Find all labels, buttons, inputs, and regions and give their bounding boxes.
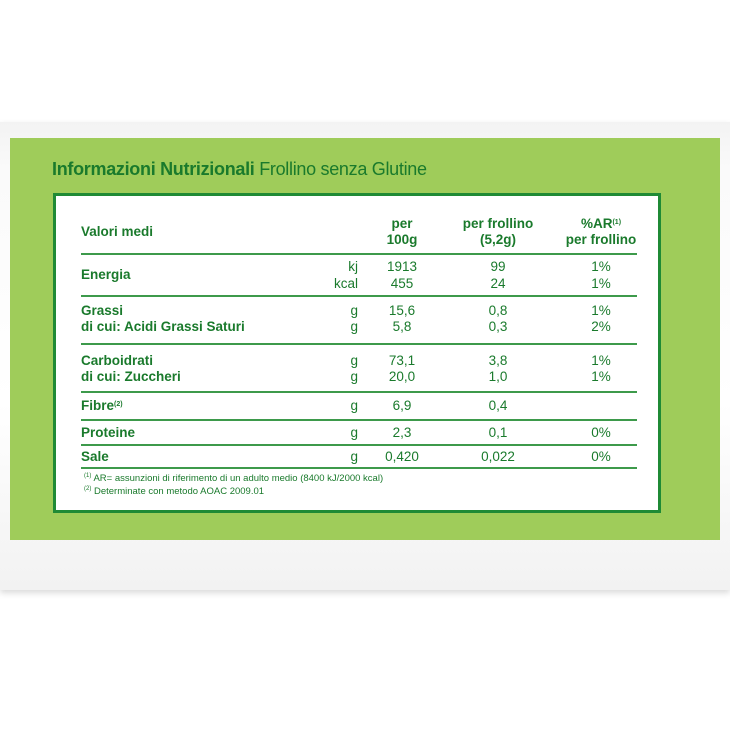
row-separator <box>81 391 637 393</box>
row-energia-per100-kcal: 455 <box>390 276 414 291</box>
header-per100-line1: per <box>391 216 413 231</box>
row-grassi-perpiece: 0,8 <box>488 303 508 318</box>
row-zuccheri-unit: g <box>350 369 358 384</box>
row-zuccheri-label: di cui: Zuccheri <box>81 369 181 384</box>
row-proteine-perpiece: 0,1 <box>488 425 508 440</box>
row-energia-label: Energia <box>81 267 131 282</box>
row-separator <box>81 295 637 297</box>
row-fibre-label <box>81 398 123 414</box>
header-ar-sup: (1) <box>612 219 622 226</box>
row-fibre-perpiece: 0,4 <box>488 398 508 413</box>
footnote-1-mark: (1) <box>84 473 92 479</box>
row-carboidrati-perpiece: 3,8 <box>488 353 508 368</box>
row-carboidrati-unit: g <box>350 353 358 368</box>
row-fibre-unit: g <box>350 398 358 413</box>
row-grassi-label: Grassi <box>81 303 124 318</box>
row-carboidrati-ar: 1% <box>591 353 611 368</box>
footnote-2-text: Determinate con metodo AOAC 2009.01 <box>93 486 265 497</box>
nutrition-table <box>53 193 661 513</box>
footnote-1-text: AR= assunzioni di riferimento di un adulto medio (8400 kJ/2000 kcal) <box>93 473 384 484</box>
row-grassi-saturi-per100: 5,8 <box>392 319 412 334</box>
row-proteine-label: Proteine <box>81 425 136 440</box>
row-sale-unit: g <box>350 449 358 464</box>
title-product: Frollino senza Glutine <box>259 159 427 179</box>
footnote-2 <box>84 486 264 497</box>
row-grassi-ar: 1% <box>591 303 611 318</box>
panel-title <box>52 159 427 180</box>
row-separator <box>81 343 637 345</box>
header-ar-line1 <box>561 216 641 232</box>
row-energia-per100-kj: 1913 <box>386 259 418 274</box>
row-proteine-ar: 0% <box>591 425 611 440</box>
header-perpiece-line2: (5,2g) <box>479 232 516 247</box>
row-separator <box>81 419 637 421</box>
row-grassi-saturi-ar: 2% <box>591 319 611 334</box>
row-separator <box>81 444 637 446</box>
row-zuccheri-perpiece: 1,0 <box>488 369 508 384</box>
row-zuccheri-ar: 1% <box>591 369 611 384</box>
row-sale-ar: 0% <box>591 449 611 464</box>
footnote-1 <box>84 473 383 484</box>
row-grassi-per100: 15,6 <box>388 303 416 318</box>
row-zuccheri-per100: 20,0 <box>388 369 416 384</box>
row-energia-perpiece-kj: 99 <box>490 259 506 274</box>
title-bold: Informazioni Nutrizionali <box>52 159 255 179</box>
row-energia-ar-kj: 1% <box>591 259 611 274</box>
header-perpiece-line1: per frollino <box>462 216 534 231</box>
row-energia-ar-kcal: 1% <box>591 276 611 291</box>
row-energia-unit-kj: kj <box>348 259 358 274</box>
header-per100-line2: 100g <box>386 232 418 247</box>
row-separator <box>81 467 637 469</box>
row-fibre-sup: (2) <box>114 401 123 408</box>
row-sale-label: Sale <box>81 449 109 464</box>
header-ar-line2: per frollino <box>565 232 637 247</box>
row-fibre-per100: 6,9 <box>392 398 412 413</box>
footnote-2-mark: (2) <box>84 486 92 492</box>
row-grassi-saturi-perpiece: 0,3 <box>488 319 508 334</box>
row-carboidrati-per100: 73,1 <box>388 353 416 368</box>
row-fibre-text: Fibre <box>81 398 115 413</box>
row-grassi-saturi-unit: g <box>350 319 358 334</box>
row-grassi-unit: g <box>350 303 358 318</box>
header-ar-label: %AR <box>580 216 613 231</box>
row-energia-unit-kcal: kcal <box>333 276 358 291</box>
row-proteine-unit: g <box>350 425 358 440</box>
row-proteine-per100: 2,3 <box>392 425 412 440</box>
header-valori-medi: Valori medi <box>81 224 154 239</box>
row-sale-per100: 0,420 <box>385 449 419 464</box>
row-carboidrati-label: Carboidrati <box>81 353 154 368</box>
row-energia-perpiece-kcal: 24 <box>490 276 506 291</box>
row-grassi-saturi-label: di cui: Acidi Grassi Saturi <box>81 319 245 334</box>
row-sale-perpiece: 0,022 <box>481 449 515 464</box>
row-separator <box>81 253 637 255</box>
